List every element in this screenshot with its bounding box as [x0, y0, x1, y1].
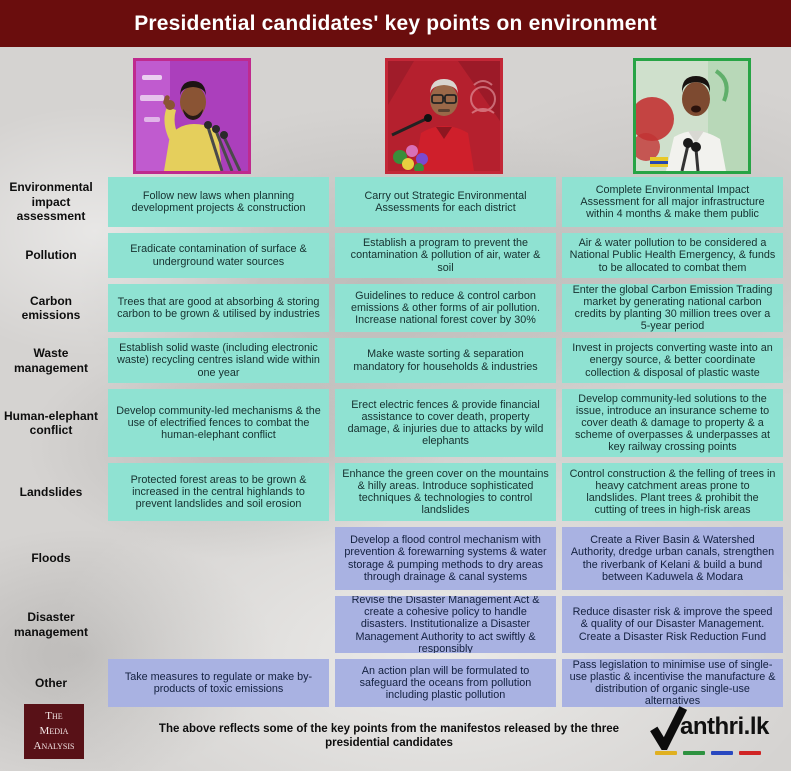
policy-cell: Enter the global Carbon Emission Trading market by generating national carbon credits by planting 30 million trees over a 5-year period — [562, 284, 783, 332]
candidate-1-portrait-illustration — [136, 61, 248, 171]
table-row-landslides — [0, 463, 791, 521]
row-label: Waste management — [13, 346, 89, 375]
policy-cell: Complete Environmental Impact Assessment for all major infrastructure within 4 months & make them public — [562, 177, 783, 227]
policy-cell: Control construction & the felling of trees in heavy catchment areas prone to landslides. Plant trees & prohibit the cutting of trees in high-risk areas — [562, 463, 783, 521]
table-row-human-elephant-conflict — [0, 389, 791, 457]
media-analysis-logo-line: The — [45, 710, 63, 723]
row-label: Disaster management — [13, 610, 89, 639]
policy-cell: Invest in projects converting waste into an energy source, & better coordinate collection & disposal of plastic waste — [562, 338, 783, 383]
candidate-photo-3 — [633, 58, 751, 174]
policy-cell: Take measures to regulate or make by-products of toxic emissions — [108, 659, 329, 707]
policy-cell: Guidelines to reduce & control carbon emissions & other forms of air pollution. Increase national forest cover by 30% — [335, 284, 556, 332]
policy-cell: Make waste sorting & separation mandatory for households & industries — [335, 338, 556, 383]
comparison-table — [0, 177, 791, 713]
policy-cell: Trees that are good at absorbing & storing carbon to be grown & utilised by industries — [108, 284, 329, 332]
candidate-photo-2 — [385, 58, 503, 174]
table-row-environmental-impact — [0, 177, 791, 227]
row-label: Carbon emissions — [21, 293, 81, 322]
policy-cell: Enhance the green cover on the mountains & hilly areas. Introduce sophisticated techniques & technologies to control landslides — [335, 463, 556, 521]
policy-cell: Eradicate contamination of surface & underground water sources — [108, 233, 329, 278]
row-label: Pollution — [25, 248, 77, 263]
policy-cell: Pass legislation to minimise use of single-use plastic & incentivise the manufacture & distribution of organic single-use alternatives — [562, 659, 783, 707]
policy-cell: Protected forest areas to be grown & increased in the central highlands to prevent landslides and soil erosion — [108, 463, 329, 521]
table-row-carbon-emissions — [0, 284, 791, 332]
candidate-3-portrait-illustration — [636, 61, 748, 171]
policy-cell: An action plan will be formulated to safeguard the oceans from pollution including plastic pollution — [335, 659, 556, 707]
footer-note: The above reflects some of the key points from the manifestos released by the three presidential candidates — [158, 723, 620, 750]
policy-cell: Air & water pollution to be considered a National Public Health Emergency, & funds to be allocated to combat them — [562, 233, 783, 278]
table-row-other — [0, 659, 791, 707]
media-analysis-logo-line: Media — [39, 725, 69, 738]
dash-yellow — [655, 751, 677, 755]
media-analysis-logo-line: Analysis — [33, 739, 75, 752]
policy-cell: Carry out Strategic Environmental Assessments for each district — [335, 177, 556, 227]
policy-cell: Develop community-led solutions to the issue, introduce an insurance scheme to cover death & damage to property & a scheme of overpasses & underpasses at key railway crossing points — [562, 389, 783, 457]
policy-cell: Develop a flood control mechanism with prevention & forewarning systems & water storage & pumping methods to dry areas through drainage & canal systems — [335, 527, 556, 590]
policy-cell: Follow new laws when planning development projects & construction — [108, 177, 329, 227]
table-row-waste-management — [0, 338, 791, 383]
row-label: Floods — [31, 551, 71, 566]
dash-red — [739, 751, 761, 755]
policy-cell: Develop community-led mechanisms & the use of electrified fences to combat the human-elephant conflict — [108, 389, 329, 457]
brand-underline-dashes — [655, 751, 781, 755]
policy-cell: Reduce disaster risk & improve the speed & quality of our Disaster Management. Create a Disaster Risk Reduction Fund — [562, 596, 783, 653]
table-row-disaster-management — [0, 596, 791, 653]
brand-name: anthri.lk — [680, 713, 769, 740]
policy-cell-empty — [108, 596, 329, 653]
dash-blue — [711, 751, 733, 755]
policy-cell-empty — [108, 527, 329, 590]
policy-cell: Create a River Basin & Watershed Authority, dredge urban canals, strengthen the riverbank of Kelani & build a bund between Kaduwela & Modara — [562, 527, 783, 590]
dash-green — [683, 751, 705, 755]
row-label: Human-elephant conflict — [3, 408, 98, 437]
table-row-floods — [0, 527, 791, 590]
page-title: Presidential candidates' key points on environment — [134, 11, 657, 35]
row-label: Landslides — [19, 484, 83, 499]
policy-cell: Establish a program to prevent the contamination & pollution of air, water & soil — [335, 233, 556, 278]
row-label: Environmental impact assessment — [9, 180, 93, 224]
anthri-lk-logo — [649, 704, 781, 755]
header-bar — [0, 0, 791, 47]
policy-cell: Erect electric fences & provide financial assistance to cover death, property damage, & injuries due to attacks by wild elephants — [335, 389, 556, 457]
table-row-pollution — [0, 233, 791, 278]
media-analysis-logo — [24, 704, 84, 759]
policy-cell: Revise the Disaster Management Act & create a cohesive policy to handle disasters. Institutionalize a Disaster Management Authority to act swiftly & responsibly — [335, 596, 556, 653]
policy-cell: Establish solid waste (including electronic waste) recycling centres island wide within one year — [108, 338, 329, 383]
candidate-photo-1 — [133, 58, 251, 174]
candidate-2-portrait-illustration — [388, 61, 500, 171]
row-label: Other — [34, 675, 67, 690]
